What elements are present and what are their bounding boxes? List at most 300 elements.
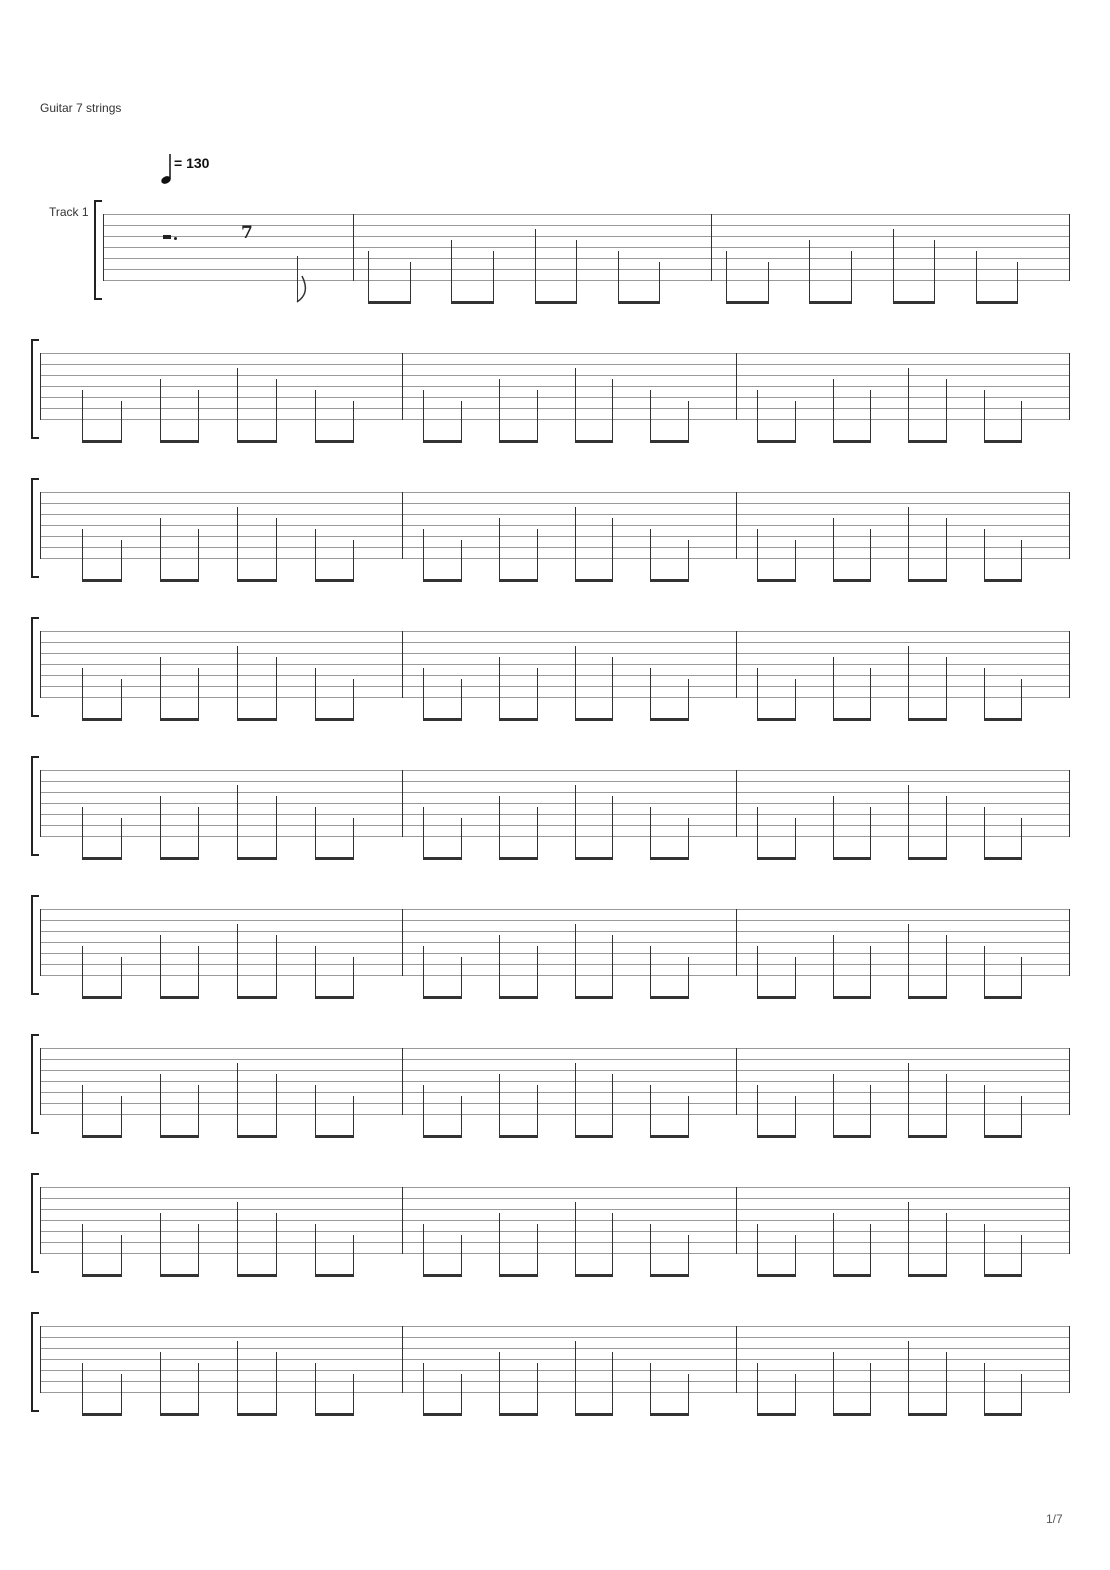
note-stem — [198, 668, 199, 719]
note-stem — [276, 657, 277, 719]
barline — [1069, 353, 1070, 420]
note-stem — [984, 529, 985, 580]
note-stem — [575, 785, 576, 858]
staff-line — [40, 525, 1069, 526]
note-beam — [650, 579, 689, 582]
staff-line — [40, 558, 1069, 559]
staff-line — [40, 1187, 1069, 1188]
rest-dot — [174, 237, 177, 240]
note-stem — [276, 796, 277, 858]
barline — [40, 1187, 41, 1254]
note-beam — [757, 857, 796, 860]
note-beam — [650, 440, 689, 443]
note-stem — [688, 1235, 689, 1275]
barline — [736, 353, 737, 420]
note-stem — [1017, 262, 1018, 302]
note-beam — [833, 579, 872, 582]
barline — [103, 214, 104, 281]
staff-line — [40, 1253, 1069, 1254]
barline — [736, 492, 737, 559]
note-stem — [82, 529, 83, 580]
note-beam — [575, 1413, 614, 1416]
note-stem — [353, 1374, 354, 1414]
note-stem — [423, 807, 424, 858]
note-beam — [575, 1135, 614, 1138]
note-beam — [809, 301, 852, 304]
note-stem — [946, 1074, 947, 1136]
staff-line — [103, 258, 1069, 259]
note-beam — [423, 1135, 462, 1138]
system-bracket — [31, 756, 39, 856]
note-stem — [612, 518, 613, 580]
note-stem — [537, 668, 538, 719]
barline — [1069, 492, 1070, 559]
barline — [353, 214, 354, 281]
note-stem — [368, 251, 369, 302]
note-stem — [795, 818, 796, 858]
note-stem — [908, 785, 909, 858]
barline — [736, 1048, 737, 1115]
note-stem — [575, 646, 576, 719]
note-beam — [82, 579, 122, 582]
note-beam — [315, 857, 355, 860]
note-beam — [82, 996, 122, 999]
note-beam — [535, 301, 578, 304]
staff-line — [40, 547, 1069, 548]
note-stem — [315, 668, 316, 719]
staff-line — [40, 1381, 1069, 1382]
note-stem — [650, 529, 651, 580]
note-stem — [575, 1341, 576, 1414]
barline — [40, 770, 41, 837]
note-stem — [198, 807, 199, 858]
note-stem — [795, 1235, 796, 1275]
note-beam — [908, 579, 947, 582]
note-stem — [537, 390, 538, 441]
eighth-rest-icon: 7 — [241, 223, 253, 243]
staff-line — [40, 825, 1069, 826]
note-stem — [121, 679, 122, 719]
note-beam — [908, 1135, 947, 1138]
note-stem — [688, 818, 689, 858]
note-stem — [757, 1224, 758, 1275]
note-stem — [726, 251, 727, 302]
note-beam — [499, 440, 538, 443]
note-beam — [984, 1413, 1023, 1416]
note-beam — [908, 1413, 947, 1416]
staff-line — [40, 536, 1069, 537]
note-stem — [198, 1363, 199, 1414]
note-stem — [575, 1202, 576, 1275]
eighth-flag-icon — [296, 274, 310, 304]
quarter-note-icon — [158, 152, 174, 188]
note-stem — [121, 957, 122, 997]
note-stem — [237, 1341, 238, 1414]
note-stem — [276, 1213, 277, 1275]
staff-line — [40, 1114, 1069, 1115]
barline — [736, 1326, 737, 1393]
note-stem — [353, 1235, 354, 1275]
note-stem — [575, 1063, 576, 1136]
note-stem — [984, 668, 985, 719]
note-beam — [833, 1274, 872, 1277]
note-stem — [575, 368, 576, 441]
note-stem — [795, 679, 796, 719]
note-stem — [410, 262, 411, 302]
note-stem — [612, 935, 613, 997]
staff-line — [40, 1103, 1069, 1104]
note-stem — [976, 251, 977, 302]
note-beam — [976, 301, 1019, 304]
note-stem — [461, 957, 462, 997]
note-beam — [423, 579, 462, 582]
note-stem — [757, 807, 758, 858]
note-stem — [833, 657, 834, 719]
note-beam — [499, 718, 538, 721]
note-stem — [795, 1096, 796, 1136]
note-stem — [908, 1202, 909, 1275]
note-beam — [757, 440, 796, 443]
note-beam — [575, 718, 614, 721]
track-label: Track 1 — [49, 205, 89, 219]
note-stem — [946, 935, 947, 997]
note-beam — [833, 857, 872, 860]
staff-line — [40, 1392, 1069, 1393]
note-stem — [757, 1363, 758, 1414]
note-beam — [650, 857, 689, 860]
note-stem — [946, 1213, 947, 1275]
note-stem — [984, 1085, 985, 1136]
note-stem — [575, 924, 576, 997]
note-stem — [276, 1074, 277, 1136]
note-stem — [198, 1224, 199, 1275]
staff-line — [40, 1092, 1069, 1093]
note-stem — [237, 368, 238, 441]
note-stem — [160, 935, 161, 997]
note-stem — [451, 240, 452, 302]
note-stem — [160, 1213, 161, 1275]
note-stem — [688, 540, 689, 580]
note-stem — [795, 957, 796, 997]
note-stem — [833, 1352, 834, 1414]
note-beam — [984, 996, 1023, 999]
barline — [40, 1048, 41, 1115]
system-bracket — [31, 1034, 39, 1134]
note-stem — [499, 379, 500, 441]
note-stem — [423, 1085, 424, 1136]
note-beam — [315, 1413, 355, 1416]
barline — [40, 492, 41, 559]
note-beam — [160, 1413, 200, 1416]
note-beam — [575, 1274, 614, 1277]
note-stem — [237, 1202, 238, 1275]
note-stem — [121, 818, 122, 858]
note-stem — [757, 946, 758, 997]
note-stem — [499, 1074, 500, 1136]
note-stem — [870, 668, 871, 719]
staff-line — [40, 909, 1069, 910]
note-beam — [423, 718, 462, 721]
note-stem — [82, 668, 83, 719]
note-stem — [315, 807, 316, 858]
note-stem — [423, 390, 424, 441]
note-stem — [461, 540, 462, 580]
note-stem — [870, 946, 871, 997]
staff-line — [40, 1198, 1069, 1199]
note-beam — [893, 301, 936, 304]
note-stem — [121, 401, 122, 441]
staff-line — [40, 397, 1069, 398]
system-bracket — [31, 1312, 39, 1412]
note-stem — [276, 1352, 277, 1414]
note-stem — [353, 540, 354, 580]
note-beam — [315, 440, 355, 443]
staff-line — [40, 686, 1069, 687]
note-stem — [276, 518, 277, 580]
note-stem — [461, 1374, 462, 1414]
staff-line — [40, 697, 1069, 698]
barline — [402, 1187, 403, 1254]
note-stem — [757, 668, 758, 719]
note-stem — [353, 818, 354, 858]
staff-line — [40, 514, 1069, 515]
note-stem — [237, 924, 238, 997]
note-beam — [237, 1274, 277, 1277]
system-bracket — [31, 895, 39, 995]
note-stem — [423, 529, 424, 580]
note-beam — [499, 579, 538, 582]
note-stem — [688, 401, 689, 441]
system-bracket — [31, 617, 39, 717]
staff-line — [40, 642, 1069, 643]
note-beam — [757, 1274, 796, 1277]
note-stem — [984, 946, 985, 997]
note-beam — [650, 1135, 689, 1138]
note-beam — [908, 996, 947, 999]
note-stem — [1021, 818, 1022, 858]
note-stem — [1021, 1096, 1022, 1136]
staff-line — [40, 353, 1069, 354]
note-stem — [908, 507, 909, 580]
note-beam — [160, 996, 200, 999]
tempo-value: = 130 — [174, 155, 210, 171]
note-beam — [757, 1135, 796, 1138]
note-stem — [833, 1074, 834, 1136]
note-stem — [612, 379, 613, 441]
note-beam — [82, 1135, 122, 1138]
note-beam — [833, 440, 872, 443]
note-beam — [160, 440, 200, 443]
note-stem — [160, 1352, 161, 1414]
note-beam — [757, 579, 796, 582]
note-stem — [315, 529, 316, 580]
note-stem — [537, 1085, 538, 1136]
note-beam — [908, 440, 947, 443]
staff-line — [40, 1081, 1069, 1082]
note-beam — [237, 1413, 277, 1416]
note-stem — [833, 379, 834, 441]
instrument-name: Guitar 7 strings — [40, 101, 122, 115]
staff-line — [40, 1231, 1069, 1232]
note-beam — [618, 301, 661, 304]
note-stem — [612, 1213, 613, 1275]
staff-line — [40, 631, 1069, 632]
note-stem — [461, 1235, 462, 1275]
note-stem — [160, 518, 161, 580]
note-stem — [499, 1213, 500, 1275]
note-stem — [160, 657, 161, 719]
staff-line — [40, 770, 1069, 771]
note-stem — [423, 1224, 424, 1275]
staff-line — [40, 386, 1069, 387]
barline — [40, 631, 41, 698]
staff-line — [103, 214, 1069, 215]
note-beam — [423, 440, 462, 443]
barline — [1069, 770, 1070, 837]
note-stem — [984, 1363, 985, 1414]
note-beam — [650, 1413, 689, 1416]
barline — [1069, 214, 1070, 281]
note-beam — [499, 1274, 538, 1277]
note-stem — [121, 1096, 122, 1136]
barline — [1069, 909, 1070, 976]
system-bracket — [31, 478, 39, 578]
note-beam — [833, 718, 872, 721]
note-stem — [688, 679, 689, 719]
barline — [1069, 1326, 1070, 1393]
page-number: 1/7 — [1046, 1512, 1063, 1526]
note-stem — [795, 401, 796, 441]
note-stem — [535, 229, 536, 302]
staff-line — [103, 247, 1069, 248]
note-beam — [650, 996, 689, 999]
note-beam — [984, 1274, 1023, 1277]
barline — [402, 353, 403, 420]
note-beam — [315, 1135, 355, 1138]
barline — [736, 909, 737, 976]
note-stem — [946, 518, 947, 580]
note-stem — [423, 668, 424, 719]
note-stem — [908, 1341, 909, 1414]
note-stem — [1021, 401, 1022, 441]
staff-line — [40, 1242, 1069, 1243]
note-stem — [353, 679, 354, 719]
note-beam — [575, 857, 614, 860]
note-stem — [650, 807, 651, 858]
note-stem — [946, 796, 947, 858]
staff-line — [40, 920, 1069, 921]
note-beam — [499, 1413, 538, 1416]
staff-line — [40, 1059, 1069, 1060]
note-stem — [423, 1363, 424, 1414]
note-stem — [575, 507, 576, 580]
system-bracket — [31, 339, 39, 439]
barline — [711, 214, 712, 281]
staff-line — [40, 1359, 1069, 1360]
note-stem — [82, 1085, 83, 1136]
staff-line — [40, 814, 1069, 815]
staff-line — [40, 964, 1069, 965]
note-stem — [493, 251, 494, 302]
note-stem — [833, 935, 834, 997]
note-beam — [368, 301, 411, 304]
note-beam — [499, 996, 538, 999]
note-stem — [908, 368, 909, 441]
note-stem — [353, 1096, 354, 1136]
note-beam — [499, 1135, 538, 1138]
note-stem — [537, 1363, 538, 1414]
staff-line — [103, 269, 1069, 270]
note-stem — [795, 1374, 796, 1414]
staff-line — [40, 364, 1069, 365]
note-stem — [315, 1363, 316, 1414]
barline — [1069, 631, 1070, 698]
note-stem — [499, 796, 500, 858]
note-stem — [984, 807, 985, 858]
note-beam — [423, 857, 462, 860]
note-stem — [833, 796, 834, 858]
note-stem — [612, 1074, 613, 1136]
note-stem — [576, 240, 577, 302]
barline — [402, 492, 403, 559]
note-stem — [82, 946, 83, 997]
note-stem — [315, 390, 316, 441]
note-stem — [315, 1085, 316, 1136]
note-beam — [757, 718, 796, 721]
note-stem — [82, 807, 83, 858]
note-beam — [726, 301, 769, 304]
staff-line — [40, 781, 1069, 782]
staff-line — [40, 675, 1069, 676]
note-stem — [198, 946, 199, 997]
barline — [40, 909, 41, 976]
note-stem — [315, 946, 316, 997]
note-stem — [757, 390, 758, 441]
note-stem — [276, 935, 277, 997]
note-stem — [984, 390, 985, 441]
note-stem — [1021, 1235, 1022, 1275]
note-beam — [315, 579, 355, 582]
barline — [1069, 1187, 1070, 1254]
note-beam — [237, 996, 277, 999]
note-stem — [499, 935, 500, 997]
staff-line — [40, 1209, 1069, 1210]
note-stem — [870, 1363, 871, 1414]
note-stem — [237, 785, 238, 858]
note-stem — [82, 390, 83, 441]
note-stem — [461, 679, 462, 719]
dotted-half-rest-icon — [163, 235, 171, 239]
note-beam — [984, 718, 1023, 721]
note-stem — [160, 379, 161, 441]
staff-line — [40, 664, 1069, 665]
note-beam — [833, 1135, 872, 1138]
staff-line — [40, 653, 1069, 654]
staff-line — [40, 1326, 1069, 1327]
note-stem — [499, 1352, 500, 1414]
note-beam — [82, 1413, 122, 1416]
note-beam — [650, 1274, 689, 1277]
staff-line — [40, 931, 1069, 932]
note-stem — [276, 379, 277, 441]
note-beam — [237, 718, 277, 721]
barline — [1069, 1048, 1070, 1115]
note-beam — [833, 1413, 872, 1416]
system-bracket — [31, 1173, 39, 1273]
note-beam — [82, 440, 122, 443]
note-stem — [946, 1352, 947, 1414]
staff-line — [40, 492, 1069, 493]
